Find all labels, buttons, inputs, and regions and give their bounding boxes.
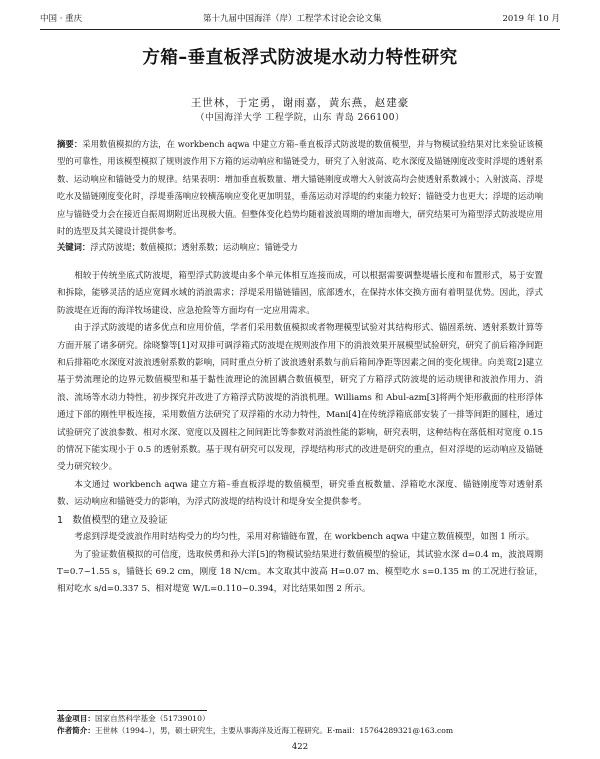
header-location: 中国 · 重庆: [40, 14, 83, 24]
author-note-text: 王世林（1994–），男，硕士研究生，主要从事海洋及近海工程研究。E-mail：15764289321@163.com: [94, 726, 454, 735]
header-date: 2019 年 10 月: [502, 14, 560, 24]
author-note: [57, 725, 543, 737]
abstract-text: 采用数值模拟的方法，在 workbench aqwa 中建立方箱–垂直板浮式防波堤的数值模型，并与物模试验结果对比来验证该模型的可靠性，用该模型模拟了规则波作用下方箱的运动响应和锚链受力，研究了入射波高、吃水深度及锚链刚度改变时浮堤的透射系数、运动响应和锚链受力的规律。结果表明：增加垂直板数量、增大锚链刚度或增大入射波高均会使透射系数减小；入射波高、浮堤吃水及锚链刚度变化时，浮堤垂荡响应较横荡响应变化更加明显，垂荡运动对浮堤的约束能力较好；锚链受力也更大；浮堤的运动响应与锚链受力会在接近自振周期附近出现极大值。但整体变化趋势均随着波浪周期的增加而增大，研究结果可为箱型浮式防波堤应用时的选型及其关键设计提供参考。: [57, 139, 543, 237]
header-proceedings: 第十九届中国海洋（岸）工程学术讨论会论文集: [203, 14, 382, 24]
intro-paragraph-1: 相较于传统坐底式防波堤，箱型浮式防波堤由多个单元体相互连接而成，可以根据需要调整堤墙长度和布置形式，易于安置和拆除，能够灵活的适应宽阔水域的消浪需求；浮堤采用锚链锚固，底部透水，在保持水体交换方面有着明显优势。因此，浮式防波堤在近海的海洋牧场建设、应急抢险等方面均有一定应用需求。: [57, 271, 543, 316]
section-paragraph-2: 为了验证数值模拟的可信度，选取侯勇和孙大洋[5]的物模试验结果进行数值模型的验证，其试验水深 d=0.4 m，波浪周期 T=0.7~1.55 s，锚链长 69.2 cm，刚度 18 N/cm。本文取其中波高 H=0.07 m、模型吃水 s=0.135 m 的工况进行验证，相对吃水 s/d=0.337 5、相对堤宽 W/L=0.110~0.394，对比结果如图 2 所示。: [57, 549, 543, 595]
footnote-divider: [57, 710, 207, 711]
funding-note: [57, 713, 543, 725]
funding-label: 基金项目：: [57, 714, 95, 723]
keywords-text: 浮式防波堤；数值模拟；透射系数；运动响应；锚链受力: [90, 242, 298, 252]
body-text: [57, 268, 543, 599]
paper-title: 方箱–垂直板浮式防波堤水动力特性研究: [142, 48, 458, 68]
running-header: [40, 10, 560, 30]
keywords-label: 关键词：: [57, 242, 91, 252]
page-number: 422: [291, 742, 309, 752]
footnotes: [57, 713, 543, 737]
author-note-label: 作者简介：: [57, 726, 95, 735]
section-heading-1: 1 数值模型的建立及验证: [57, 514, 168, 526]
intro-paragraph-2: 由于浮式防波堤的诸多优点和应用价值，学者们采用数值模拟或者物理模型试验对其结构形式、锚固系统、透射系数计算等方面开展了诸多研究。徐晓黎等[1]对双排可调浮箱式防波堤在规则波作用下的消浪效果开展模型试验研究，研究了前后箱净间距和后排箱吃水深度对波浪透射系数的影响，同时重点分析了波浪透射系数与前后箱间净距等因素之间的变化规律。向美鸾[2]建立基于势流理论的边界元数值模型和基于黏性流理论的流固耦合数值模型，研究了方箱浮式防波堤的运动规律和波浪作用力、消浪、流场等水动力特性，初步探究并改进了方箱浮式防波堤的消浪机理。Williams 和 Abul-azm[3]将两个矩形截面的柱形浮体通过下部的刚性甲板连接，采用数值方法研究了双浮箱的水动力特性，Mani[4]在传统浮箱底部安装了一排等间距的圆柱，通过试验研究了波浪参数、相对水深、宽度以及圆柱之间间距比等参数对消浪性能的影响，研究表明，这种结构在落低相对宽度 0.15 的情况下能实现小于 0.5 的透射系数。基于现有研究可以发现，浮堤结构形式的改进是研究的重点，但对浮堤的运动响应及锚链受力研究较少。: [57, 323, 543, 473]
intro-paragraph-3: 本文通过 workbench aqwa 建立方箱–垂直板浮堤的数值模型，研究垂直板数量、浮箱吃水深度、锚链刚度等对透射系数、运动响应和锚链受力的影响，为浮式防波堤的结构设计和堤身安全提供参考。: [57, 479, 543, 508]
keywords: [57, 240, 543, 254]
author-list: 王世林，于定勇，谢雨嘉，黄东燕，赵建豪: [190, 97, 410, 109]
section-paragraph-1: 考虑到浮堤受波浪作用时结构受力的均匀性，采用对称锚链布置，在 workbench aqwa 中建立数值模型，如图 1 所示。: [74, 532, 535, 543]
funding-text: 国家自然科学基金（51739010）: [94, 714, 210, 723]
affiliation: （中国海洋大学 工程学院，山东 青岛 266100）: [195, 113, 405, 123]
abstract-label: 摘要：: [57, 139, 83, 149]
abstract: [57, 136, 543, 240]
